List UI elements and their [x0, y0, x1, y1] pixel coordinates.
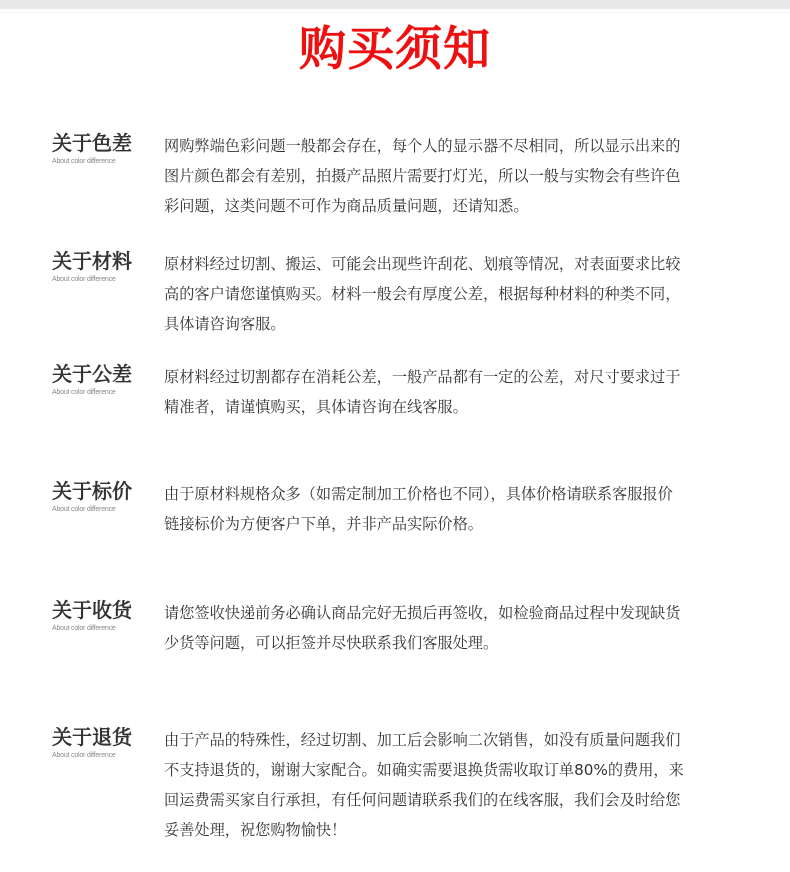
page-title: 购买须知	[299, 22, 491, 77]
section-body	[164, 131, 744, 221]
body-line: 请您签收快递前务必确认商品完好无损后再签收，如检验商品过程中发现缺货	[164, 604, 681, 622]
section-body	[164, 598, 744, 658]
body-line: 少货等问题，可以拒签并尽快联系我们客服处理。	[164, 634, 499, 652]
section-subtitle: About color difference	[52, 752, 116, 759]
body-line: 不支持退货的，谢谢大家配合。如确实需要退换货需收取订单80%的费用，来	[164, 761, 684, 779]
section-label	[52, 725, 152, 761]
body-line: 由于原材料规格众多（如需定制加工价格也不同），具体价格请联系客服报价	[164, 485, 673, 503]
section-label	[52, 131, 152, 167]
section-heading: 关于公差	[52, 362, 132, 386]
body-line: 高的客户请您谨慎购买。材料一般会有厚度公差，根据每种材料的种类不同，	[164, 285, 681, 303]
section-heading: 关于退货	[52, 725, 132, 749]
body-line: 图片颜色都会有差别，拍摄产品照片需要打灯光，所以一般与实物会有些许色	[164, 167, 681, 185]
section-subtitle: About color difference	[52, 276, 116, 283]
section-body	[164, 725, 744, 845]
divider	[0, 12, 790, 13]
body-line: 彩问题，这类问题不可作为商品质量问题，还请知悉。	[164, 197, 529, 215]
section-subtitle: About color difference	[52, 389, 116, 396]
section-subtitle: About color difference	[52, 158, 116, 165]
body-line: 网购弊端色彩问题一般都会存在，每个人的显示器不尽相同，所以显示出来的	[164, 137, 681, 155]
body-line: 具体请咨询客服。	[164, 315, 286, 333]
section-body	[164, 479, 744, 539]
body-line: 原材料经过切割都存在消耗公差，一般产品都有一定的公差，对尺寸要求过于	[164, 368, 681, 386]
body-line: 精准者，请谨慎购买，具体请咨询在线客服。	[164, 398, 468, 416]
section-label	[52, 362, 152, 398]
section-subtitle: About color difference	[52, 625, 116, 632]
body-line: 链接标价为方便客户下单，并非产品实际价格。	[164, 515, 483, 533]
section-label	[52, 249, 152, 285]
body-line: 由于产品的特殊性，经过切割、加工后会影响二次销售，如没有质量问题我们	[164, 731, 681, 749]
section-label	[52, 598, 152, 634]
section-heading: 关于材料	[52, 249, 132, 273]
section-body	[164, 249, 744, 339]
top-gray-bar	[0, 0, 790, 9]
section-body	[164, 362, 744, 422]
body-line: 原材料经过切割、搬运、可能会出现些许刮花、划痕等情况，对表面要求比较	[164, 255, 681, 273]
section-heading: 关于色差	[52, 131, 132, 155]
body-line: 妥善处理，祝您购物愉快！	[164, 821, 347, 839]
section-heading: 关于收货	[52, 598, 132, 622]
section-heading: 关于标价	[52, 479, 132, 503]
section-subtitle: About color difference	[52, 506, 116, 513]
body-line: 回运费需买家自行承担，有任何问题请联系我们的在线客服，我们会及时给您	[164, 791, 681, 809]
section-label	[52, 479, 152, 515]
